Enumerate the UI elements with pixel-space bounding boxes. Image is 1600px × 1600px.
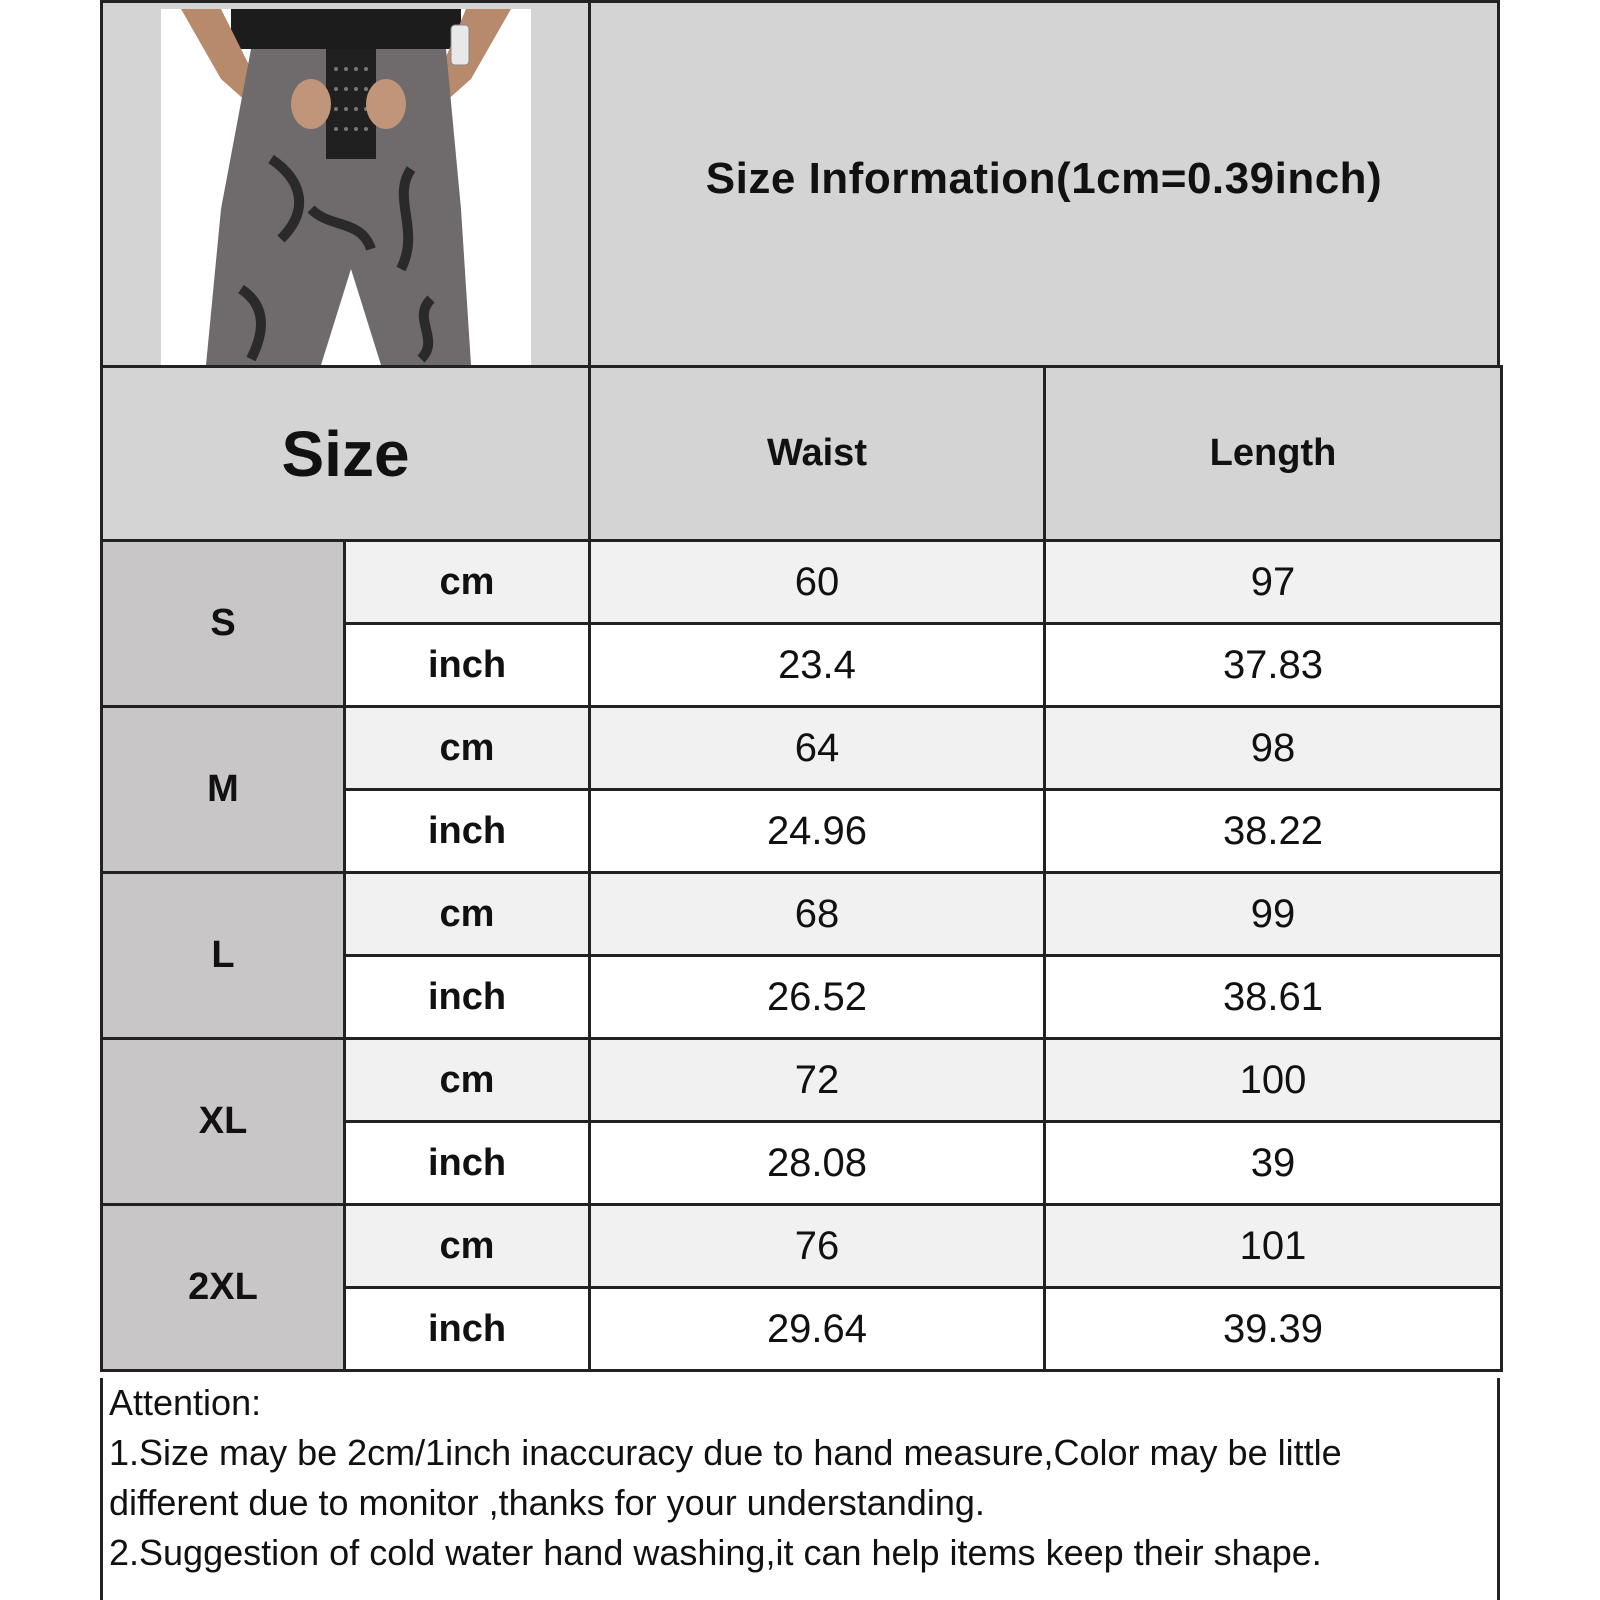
waist-value: 28.08 <box>590 1122 1045 1205</box>
waist-value: 76 <box>590 1205 1045 1288</box>
size-label: M <box>102 707 345 873</box>
table-row <box>102 1205 1502 1288</box>
length-value: 38.61 <box>1045 956 1502 1039</box>
waist-value: 24.96 <box>590 790 1045 873</box>
header-waist: Waist <box>590 367 1045 541</box>
table-row <box>102 1039 1502 1122</box>
notes-line-2: different due to monitor ,thanks for your understanding. <box>109 1482 985 1523</box>
table-header-row <box>102 367 1502 541</box>
length-value: 37.83 <box>1045 624 1502 707</box>
attention-notes <box>100 1378 1500 1600</box>
length-value: 97 <box>1045 541 1502 624</box>
header-size: Size <box>102 367 590 541</box>
length-value: 99 <box>1045 873 1502 956</box>
length-value: 39.39 <box>1045 1288 1502 1371</box>
unit-label: inch <box>345 1122 590 1205</box>
size-table <box>100 365 1503 1372</box>
waist-value: 26.52 <box>590 956 1045 1039</box>
unit-label: inch <box>345 956 590 1039</box>
notes-heading: Attention: <box>109 1382 262 1423</box>
unit-label: cm <box>345 1205 590 1288</box>
waist-value: 68 <box>590 873 1045 956</box>
waist-value: 72 <box>590 1039 1045 1122</box>
unit-label: inch <box>345 624 590 707</box>
unit-label: cm <box>345 707 590 790</box>
length-value: 100 <box>1045 1039 1502 1122</box>
size-label: XL <box>102 1039 345 1205</box>
table-row <box>102 541 1502 624</box>
size-info-title: Size Information(1cm=0.39inch) <box>705 154 1383 203</box>
top-row <box>100 0 1500 365</box>
length-value: 38.22 <box>1045 790 1502 873</box>
waist-value: 23.4 <box>590 624 1045 707</box>
length-value: 98 <box>1045 707 1502 790</box>
notes-line-1: 1.Size may be 2cm/1inch inaccuracy due to hand measure,Color may be little <box>109 1432 1342 1473</box>
waist-value: 29.64 <box>590 1288 1045 1371</box>
header-length: Length <box>1045 367 1502 541</box>
waist-value: 60 <box>590 541 1045 624</box>
product-photo <box>161 9 531 365</box>
unit-label: inch <box>345 790 590 873</box>
size-label: 2XL <box>102 1205 345 1371</box>
size-chart-sheet <box>100 0 1500 1600</box>
product-photo-cell <box>103 3 591 365</box>
length-value: 101 <box>1045 1205 1502 1288</box>
unit-label: cm <box>345 873 590 956</box>
table-row <box>102 873 1502 956</box>
unit-label: cm <box>345 1039 590 1122</box>
table-row <box>102 707 1502 790</box>
size-label: L <box>102 873 345 1039</box>
unit-label: cm <box>345 541 590 624</box>
title-cell <box>591 3 1497 365</box>
size-label: S <box>102 541 345 707</box>
length-value: 39 <box>1045 1122 1502 1205</box>
unit-label: inch <box>345 1288 590 1371</box>
waist-value: 64 <box>590 707 1045 790</box>
notes-line-3: 2.Suggestion of cold water hand washing,it can help items keep their shape. <box>109 1532 1322 1573</box>
